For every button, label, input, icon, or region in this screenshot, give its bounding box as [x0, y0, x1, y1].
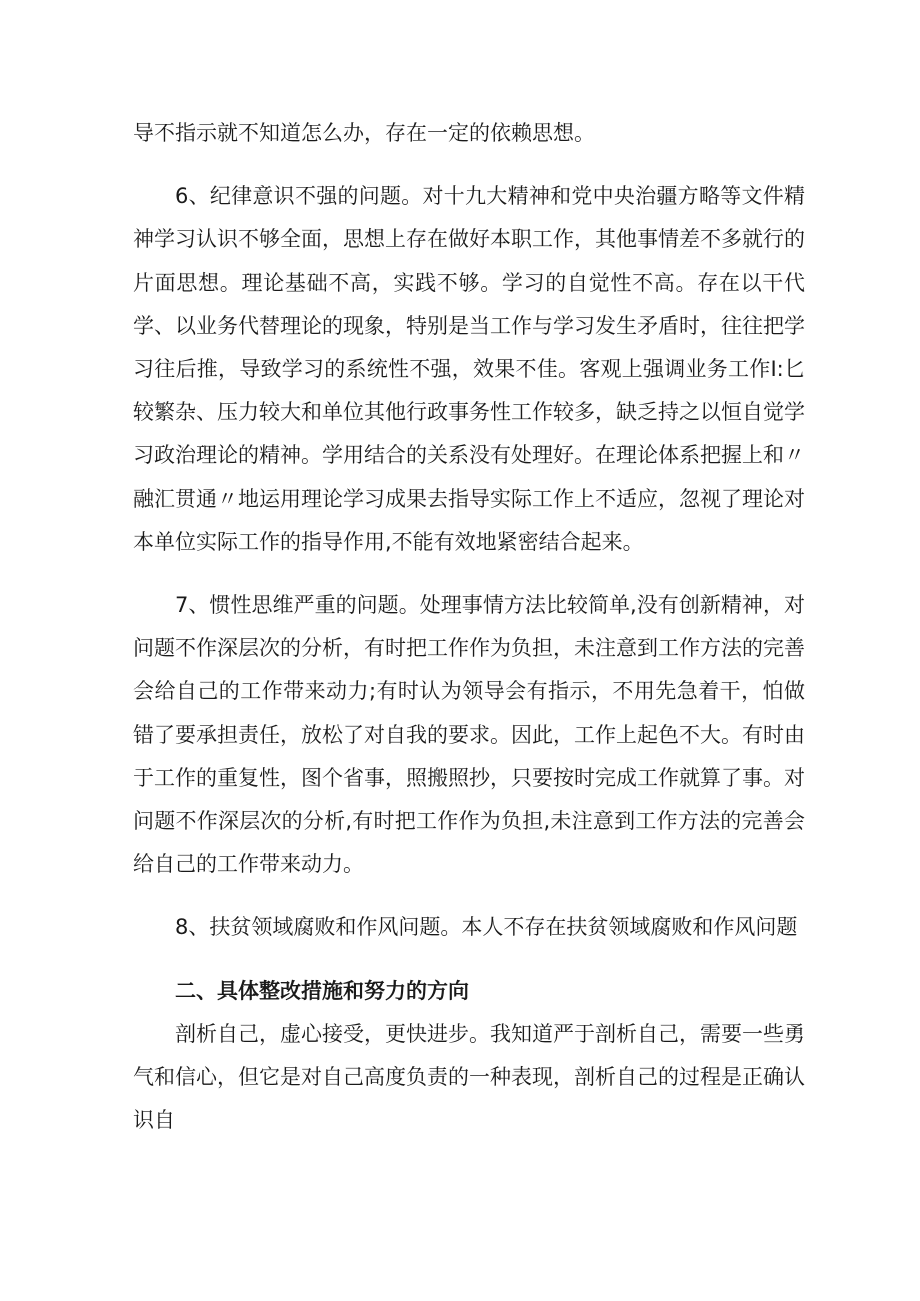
paragraph-item-8: 8、扶贫领域腐败和作风问题。本人不存在扶贫领域腐败和作风问题	[175, 915, 798, 940]
paragraph-continuation: 导不指示就不知道怎么办，存在一定的依赖思想。	[133, 121, 595, 145]
paragraph-item-7: 7、惯性思维严重的问题。处理事情方法比较简单,没有创新精神，对问题不作深层次的分析，有时把工作作为负担，未注意到工作方法的完善会给自己的工作带来动力;有时认为领导会有指示，不用先急着干，怕做错了要承担责任，放松了对自我的要求。因此，工作上起色不大。有时由于工作的重复性，图个省事，照搬照抄，只要按时完成工作就算了事。对问题不作深层次的分析,有时把工作作为负担,未注意到工作方法的完善会给自己的工作带来动力。	[133, 593, 805, 877]
section-heading: 二、具体整改措施和努力的方向	[175, 978, 469, 1003]
document-body	[133, 112, 805, 1142]
paragraph-closing: 剖析自己，虚心接受，更快进步。我知道严于剖析自己，需要一些勇气和信心，但它是对自己高度负责的一种表现，剖析自己的过程是正确认识自	[133, 1021, 805, 1133]
paragraph-item-6: 6、纪律意识不强的问题。对十九大精神和党中央治疆方略等文件精神学习认识不够全面，思想上存在做好本职工作，其他事情差不多就行的片面思想。理论基础不高，实践不够。学习的自觉性不高。存在以干代学、以业务代替理论的现象，特别是当工作与学习发生矛盾时，往往把学习往后推，导致学习的系统性不强，效果不佳。客观上强调业务工作I:匕较繁杂、压力较大和单位其他行政事务性工作较多，缺乏持之以恒自觉学习政治理论的精神。学用结合的关系没有处理好。在理论体系把握上和〃融汇贯通〃地运用理论学习成果去指导实际工作上不适应，忽视了理论对本单位实际工作的指导作用,不能有效地紧密结合起来。	[133, 184, 805, 554]
